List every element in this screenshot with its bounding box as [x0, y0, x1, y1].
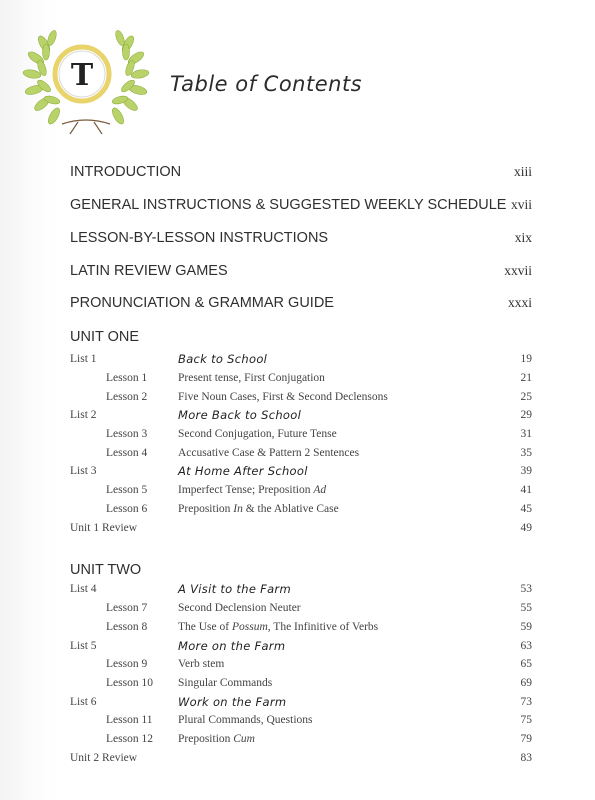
toc-lesson-row — [70, 426, 532, 444]
toc-list-row — [70, 463, 532, 481]
lesson-title-text: Preposition — [178, 503, 234, 515]
row-label: Lesson 3 — [106, 428, 148, 440]
row-label: Lesson 9 — [106, 658, 148, 670]
row-label: List 5 — [70, 640, 97, 652]
latin-word: Possum — [231, 621, 268, 633]
toc-list-row — [70, 581, 532, 599]
list-title: More Back to School — [178, 408, 302, 422]
toc-lesson-row — [70, 370, 532, 388]
toc-lesson-row — [70, 656, 532, 674]
toc-lesson-row — [70, 445, 532, 463]
list-title: More on the Farm — [178, 639, 286, 653]
toc-list-row — [70, 638, 532, 656]
lesson-title: Five Noun Cases, First & Second Declensons — [178, 391, 388, 403]
row-page: 63 — [520, 640, 532, 652]
toc-entry-page: xiii — [513, 164, 532, 179]
row-label: List 3 — [70, 465, 97, 477]
row-page: 75 — [520, 714, 532, 726]
toc-lesson-row — [70, 501, 532, 519]
lesson-title-text: & the Ablative Case — [242, 503, 339, 515]
row-page: 49 — [520, 522, 532, 534]
row-page: 19 — [520, 353, 532, 365]
toc-entry-lesson-instructions — [70, 230, 532, 252]
lesson-title: Verb stem — [178, 658, 225, 670]
toc-entry-introduction — [70, 164, 532, 186]
toc-lesson-row — [70, 712, 532, 730]
lesson-title — [178, 733, 255, 745]
lesson-title-text: Imperfect Tense; Preposition — [178, 484, 314, 496]
unit-title: UNIT ONE — [70, 329, 140, 345]
toc-entry-label: PRONUNCIATION & GRAMMAR GUIDE — [70, 295, 334, 311]
row-label: List 4 — [70, 583, 97, 595]
row-label: List 2 — [70, 409, 97, 421]
row-page: 55 — [520, 602, 532, 614]
toc-lesson-row — [70, 482, 532, 500]
toc-lesson-row — [70, 389, 532, 407]
toc-entry-page: xxvii — [504, 263, 532, 278]
lesson-title — [178, 484, 326, 496]
toc-lesson-row — [70, 675, 532, 693]
toc-entry-label: INTRODUCTION — [70, 164, 182, 180]
lesson-title-text: Preposition — [178, 733, 234, 745]
row-label: Lesson 4 — [106, 447, 148, 459]
row-label: Lesson 6 — [106, 503, 148, 515]
row-page: 31 — [520, 428, 532, 440]
row-page: 25 — [520, 391, 532, 403]
row-label: Unit 2 Review — [70, 752, 138, 764]
row-label: Lesson 5 — [106, 484, 148, 496]
row-page: 53 — [520, 583, 532, 595]
toc-entry-page: xvii — [510, 197, 532, 212]
row-label: Lesson 10 — [106, 677, 153, 689]
toc-entry-page: xix — [514, 230, 532, 245]
lesson-title: Accusative Case & Pattern 2 Sentences — [178, 447, 360, 459]
toc-entry-pronunciation-guide — [70, 295, 532, 317]
row-label: Lesson 7 — [106, 602, 148, 614]
toc-review-row — [70, 750, 532, 768]
toc-entry-label: LESSON-BY-LESSON INSTRUCTIONS — [70, 230, 329, 246]
toc-lesson-row — [70, 600, 532, 618]
toc-list-row — [70, 351, 532, 369]
row-label: Lesson 8 — [106, 621, 148, 633]
toc-lesson-row — [70, 619, 532, 637]
row-page: 35 — [520, 447, 532, 459]
row-page: 39 — [520, 465, 532, 477]
toc-entry-label: GENERAL INSTRUCTIONS & SUGGESTED WEEKLY SCHEDULE — [70, 197, 507, 213]
latin-word: Cum — [233, 733, 255, 745]
list-title: At Home After School — [178, 464, 308, 478]
latin-word: In — [233, 503, 243, 515]
list-title: A Visit to the Farm — [178, 582, 291, 596]
row-page: 69 — [520, 677, 532, 689]
toc-entry-latin-review-games — [70, 263, 532, 285]
badge-letter: T — [70, 57, 94, 93]
lesson-title: Plural Commands, Questions — [178, 714, 313, 726]
list-title: Work on the Farm — [178, 695, 287, 709]
toc-lesson-row — [70, 731, 532, 749]
row-label: Lesson 12 — [106, 733, 153, 745]
page-title: Table of Contents — [170, 72, 363, 96]
toc-list-row — [70, 694, 532, 712]
latin-word: Ad — [313, 484, 327, 496]
row-label: List 1 — [70, 353, 97, 365]
lesson-title: Singular Commands — [178, 677, 273, 689]
lesson-title — [178, 621, 378, 633]
toc-entry-page: xxxi — [507, 295, 532, 310]
lesson-title: Present tense, First Conjugation — [178, 372, 325, 384]
row-page: 83 — [520, 752, 532, 764]
row-page: 59 — [520, 621, 532, 633]
toc-entry-general-instructions — [70, 197, 532, 219]
lesson-title — [178, 503, 339, 515]
row-label: Unit 1 Review — [70, 522, 138, 534]
toc-entry-label: LATIN REVIEW GAMES — [70, 263, 228, 279]
row-page: 73 — [520, 696, 532, 708]
row-page: 79 — [520, 733, 532, 745]
row-page: 45 — [520, 503, 532, 515]
row-label: Lesson 1 — [106, 372, 148, 384]
lesson-title-text: The Use of — [178, 621, 232, 633]
row-page: 65 — [520, 658, 532, 670]
row-label: Lesson 2 — [106, 391, 148, 403]
row-page: 29 — [520, 409, 532, 421]
row-page: 41 — [520, 484, 532, 496]
lesson-title: Second Conjugation, Future Tense — [178, 428, 337, 440]
row-page: 21 — [520, 372, 532, 384]
unit-title: UNIT TWO — [70, 562, 142, 578]
lesson-title: Second Declension Neuter — [178, 602, 301, 614]
list-title: Back to School — [178, 352, 268, 366]
toc-list-row — [70, 407, 532, 425]
toc-review-row — [70, 520, 532, 538]
row-label: Lesson 11 — [106, 714, 153, 726]
lesson-title-text: , The Infinitive of Verbs — [267, 621, 379, 633]
row-label: List 6 — [70, 696, 97, 708]
